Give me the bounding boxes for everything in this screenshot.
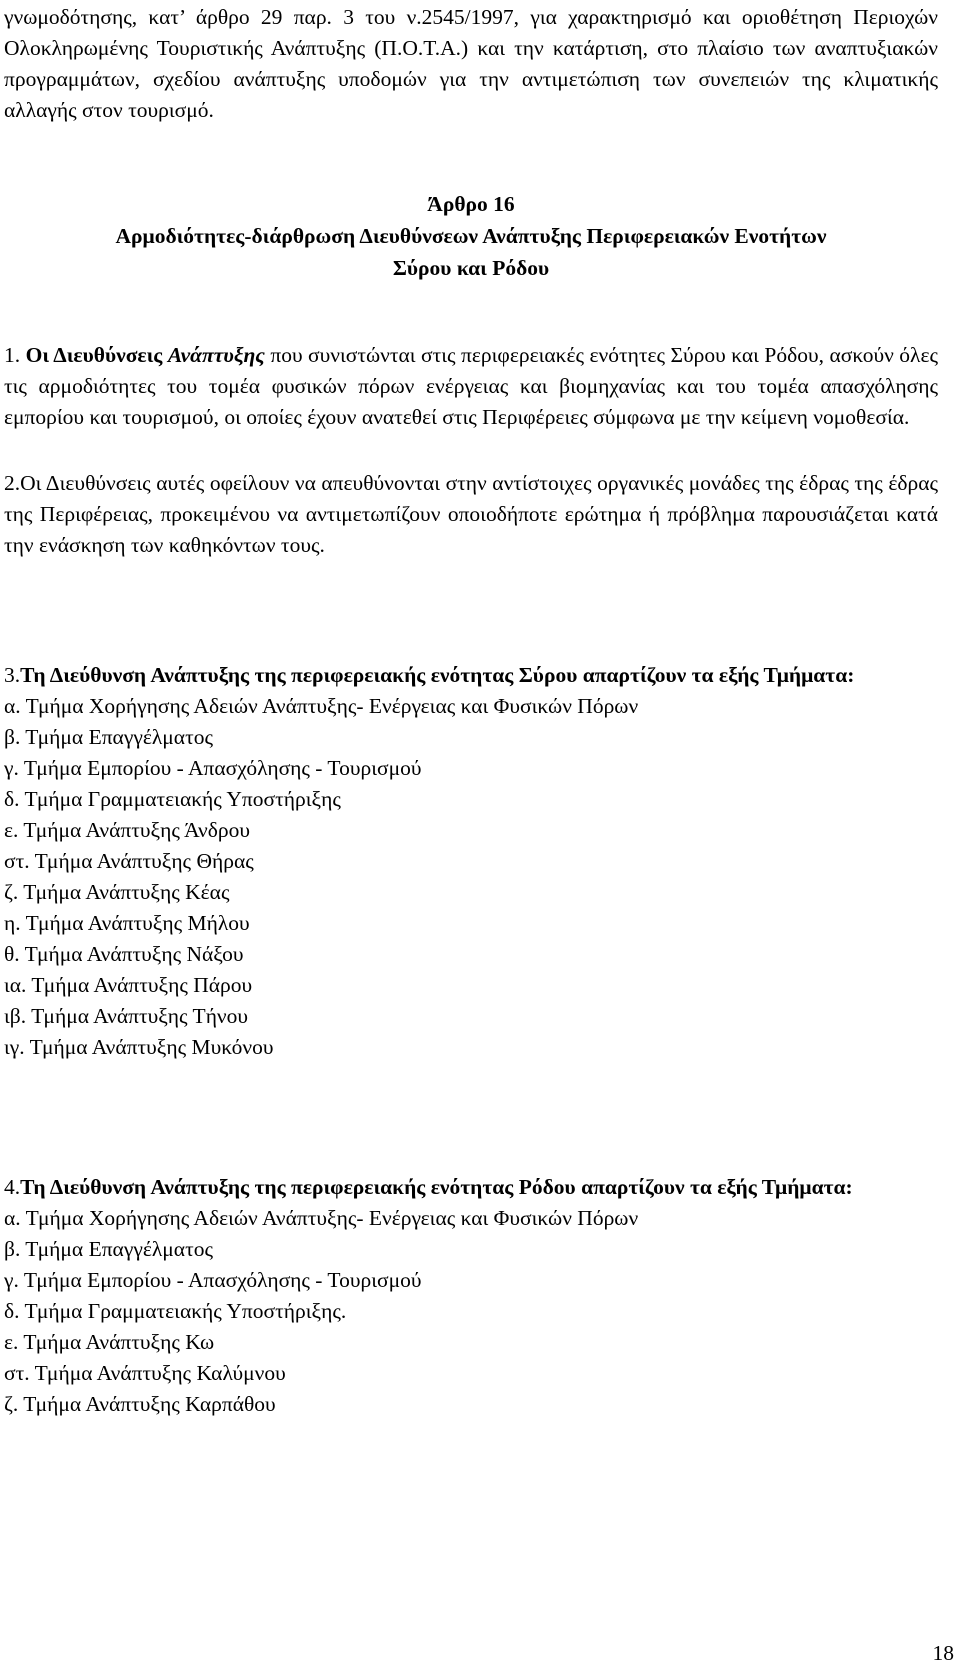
list-item: ε. Τμήμα Ανάπτυξης Άνδρου [4, 818, 250, 842]
section-4-number: 4. [4, 1175, 21, 1199]
list-item: στ. Τμήμα Ανάπτυξης Καλύμνου [4, 1361, 286, 1385]
section-3-list [4, 691, 938, 1063]
article-subtitle-line1: Αρμοδιότητες-διάρθρωση Διευθύνσεων Ανάπτυξης Περιφερειακών Ενοτήτων [115, 224, 827, 248]
paragraph-1-text: που συνιστώνται στις περιφερειακές ενότητες Σύρου και Ρόδου, ασκούν όλες τις αρμοδιότητες του τομέα φυσικών πόρων ενέργειας και βιομηχανίας και του τομέα απασχόλησης εμπορίου και τουρισμού, οι οποίες έχουν ανατεθεί στις Περιφέρειες σύμφωνα με την κείμενη νομοθεσία. [4, 343, 939, 429]
section-4 [4, 1172, 938, 1420]
list-item: β. Τμήμα Επαγγέλματος [4, 725, 213, 749]
list-item: δ. Τμήμα Γραμματειακής Υποστήριξης. [4, 1299, 347, 1323]
section-3-heading [4, 660, 938, 691]
list-item: α. Τμήμα Χορήγησης Αδειών Ανάπτυξης- Ενέργειας και Φυσικών Πόρων [4, 1206, 639, 1230]
list-item: α. Τμήμα Χορήγησης Αδειών Ανάπτυξης- Ενέργειας και Φυσικών Πόρων [4, 694, 639, 718]
list-item: η. Τμήμα Ανάπτυξης Μήλου [4, 911, 250, 935]
list-item: γ. Τμήμα Εμπορίου - Απασχόλησης - Τουρισμού [4, 756, 422, 780]
list-item: ια. Τμήμα Ανάπτυξης Πάρου [4, 973, 253, 997]
section-3-heading-text: Τη Διεύθυνση Ανάπτυξης της περιφερειακής ενότητας Σύρου απαρτίζουν τα εξής Τμήματα: [20, 663, 855, 687]
section-4-heading-text: Τη Διεύθυνση Ανάπτυξης της περιφερειακής ενότητας Ρόδου απαρτίζουν τα εξής Τμήματα: [20, 1175, 853, 1199]
list-item: ζ. Τμήμα Ανάπτυξης Καρπάθου [4, 1392, 276, 1416]
paragraph-1 [4, 340, 938, 433]
page-number: 18 [932, 1641, 954, 1665]
intro-paragraph: γνωμοδότησης, κατ’ άρθρο 29 παρ. 3 του ν.2545/1997, για χαρακτηρισμό και οριοθέτηση Περιοχών Ολοκληρωμένης Τουριστικής Ανάπτυξης (Π.Ο.Τ.Α.) και την κατάρτιση, στο πλαίσιο των αναπτυξιακών προγραμμάτων, σχεδίου ανάπτυξης υποδομών για την αντιμετώπιση των συνεπειών της κλιματικής αλλαγής στον τουρισμό. [4, 5, 938, 122]
list-item: δ. Τμήμα Γραμματειακής Υποστήριξης [4, 787, 341, 811]
article-subtitle-line2: Σύρου και Ρόδου [392, 256, 550, 280]
list-item: ιβ. Τμήμα Ανάπτυξης Τήνου [4, 1004, 249, 1028]
list-item: θ. Τμήμα Ανάπτυξης Νάξου [4, 942, 244, 966]
list-item: ιγ. Τμήμα Ανάπτυξης Μυκόνου [4, 1035, 274, 1059]
list-item: ζ. Τμήμα Ανάπτυξης Κέας [4, 880, 230, 904]
paragraph-1-bold: Οι Διευθύνσεις [25, 343, 163, 367]
list-item: ε. Τμήμα Ανάπτυξης Κω [4, 1330, 215, 1354]
list-item: στ. Τμήμα Ανάπτυξης Θήρας [4, 849, 254, 873]
section-4-list [4, 1203, 938, 1420]
section-3 [4, 660, 938, 1063]
paragraph-2: 2.Οι Διευθύνσεις αυτές οφείλουν να απευθύνονται στην αντίστοιχες οργανικές μονάδες της έδρας της έδρας της Περιφέρειας, προκειμένου να αντιμετωπίζουν οποιοδήποτε ερώτημα ή πρόβλημα παρουσιάζεται κατά την ενάσκηση των καθηκόντων τους. [4, 471, 938, 557]
section-4-heading [4, 1172, 938, 1203]
article-heading [4, 188, 938, 284]
section-3-number: 3. [4, 663, 21, 687]
list-item: β. Τμήμα Επαγγέλματος [4, 1237, 213, 1261]
paragraph-1-number: 1. [4, 343, 21, 367]
list-item: γ. Τμήμα Εμπορίου - Απασχόλησης - Τουρισμού [4, 1268, 422, 1292]
paragraph-1-bold-italic: Ανάπτυξης [167, 343, 265, 367]
article-title: Άρθρο 16 [427, 192, 515, 216]
